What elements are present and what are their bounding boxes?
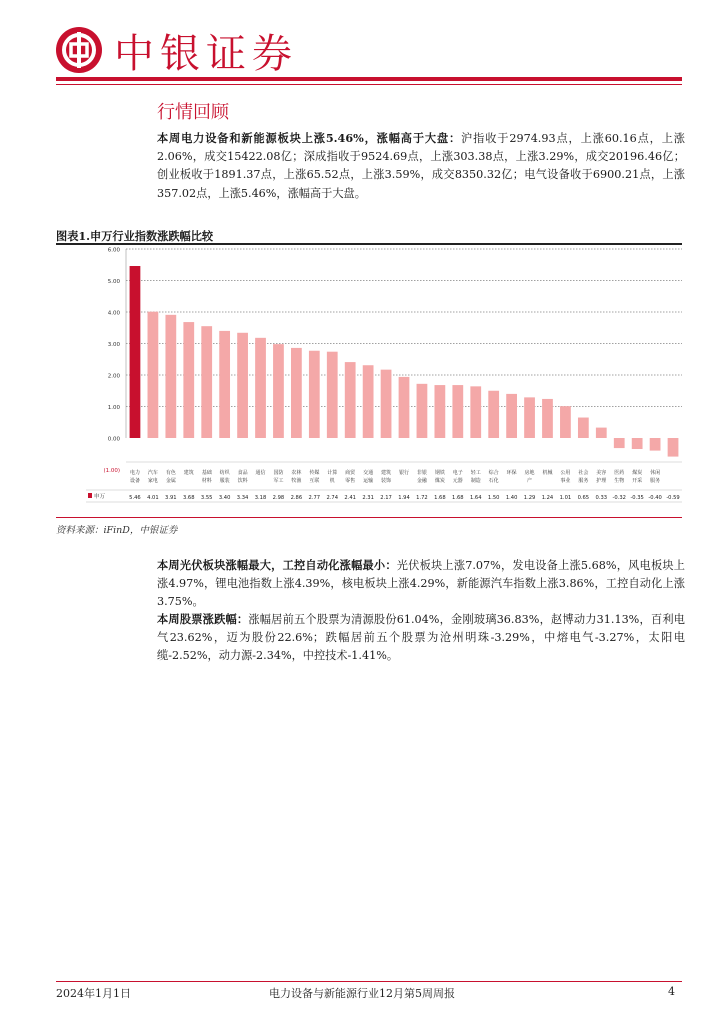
data-label: 3.34 [236,495,249,501]
data-label: 5.46 [129,495,141,501]
y-tick-label: 6.00 [107,247,120,254]
bar [596,428,607,438]
category-label: 饮料 [237,478,248,484]
bar [399,377,410,438]
data-label: 1.40 [505,495,518,501]
bar [327,352,338,438]
category-label: 纺织 [219,470,230,476]
data-label: 2.31 [362,495,374,501]
data-label: 2.98 [272,495,285,501]
bar [506,394,517,438]
legend-swatch [88,493,92,498]
bar [488,391,499,438]
bar [524,397,535,438]
category-label: 生物 [614,478,625,484]
bar [578,418,589,438]
y-tick-label: (1.00) [103,468,120,474]
bar [219,331,230,438]
section-title: 行情回顾 [157,102,229,123]
category-label: 休闲 [650,470,661,476]
paragraph-market-review [157,129,685,203]
category-label: 电子 [452,470,463,476]
data-label: 2.41 [344,495,356,501]
data-label: 1.64 [469,495,482,501]
data-label: 1.50 [487,495,500,501]
category-label: 互联 [309,478,320,484]
category-label: 钢铁 [434,470,445,476]
data-label: 1.68 [434,495,446,501]
category-label: 服务 [650,478,661,484]
bar [542,399,553,438]
bar [650,438,661,451]
category-label: 综合 [488,470,499,476]
brand-logo-icon [56,27,102,73]
category-label: 石化 [488,478,499,484]
category-label: 金属 [165,478,176,484]
bar [632,438,643,449]
paragraph-lead: 本周电力设备和新能源板块上涨5.46%，涨幅高于大盘： [157,131,462,145]
data-label: 3.18 [254,495,267,501]
bar [614,438,625,448]
category-label: 金融 [416,478,427,484]
category-label: 运输 [363,478,374,484]
footer-date: 2024年1月1日 [56,987,131,1000]
figure-source: 资料来源：iFinD，中银证券 [56,525,178,536]
paragraph-sector-performance [157,556,685,612]
category-label: 产 [527,478,533,484]
data-label: 1.01 [559,495,572,501]
bar [255,338,266,438]
category-label: 传媒 [309,470,320,476]
category-label: 基础 [201,470,212,476]
paragraph-lead: 本周光伏板块涨幅最大，工控自动化涨幅最小： [157,558,397,572]
category-label: 商贸 [345,470,356,476]
category-label: 美容 [596,470,607,476]
source-rule [56,517,682,518]
category-label: 机械 [542,470,553,476]
data-label: 2.86 [290,495,303,501]
bank-of-china-icon [56,27,102,73]
paragraph-lead: 本周股票涨跌幅： [157,612,249,626]
bar [273,344,284,438]
category-label: 非银 [416,470,427,476]
data-label: 2.77 [308,495,321,501]
category-label: 建筑 [381,470,392,476]
bar [345,362,356,438]
y-tick-label: 4.00 [107,310,120,317]
header-rule-thin [56,84,682,85]
data-label: 3.40 [218,495,231,501]
category-label: 农林 [291,470,302,476]
data-label: 3.68 [182,495,195,501]
y-tick-label: 3.00 [107,342,120,348]
footer-rule [56,981,682,982]
paragraph-body: 沪指收于2974.93点，上涨60.16点，上涨2.06%，成交15422.08亿；深成指收于9524.69点，上涨303.38点，上涨3.29%，成交20196.46亿；创业板收于1891.37点，上涨65.52点，上涨3.59%，成交8350.32亿；电气设备收于6900.21点，上涨357.02点，上涨5.46%，涨幅高于大盘。 [157,132,685,200]
category-label: 建筑 [183,470,194,476]
category-label: 元器 [452,478,463,484]
bar [434,385,445,438]
bar [363,365,374,438]
bar [668,438,679,457]
paragraph-stock-moves [157,610,685,666]
paragraph-body: 光伏板块上涨7.07%，发电设备上涨5.68%，风电板块上涨4.97%，锂电池指数上涨4.39%，核电板块上涨4.29%，新能源汽车指数上涨3.86%，工控自动化上涨3.75%。 [157,559,685,609]
category-label: 设备 [129,478,140,484]
bar [165,315,176,438]
category-label: 国防 [273,470,284,476]
footer-page-number: 4 [668,985,675,998]
category-label: 护理 [596,478,607,484]
data-label: 0.65 [577,495,590,501]
footer-report-title: 电力设备与新能源行业12月第5周周报 [269,987,455,1000]
category-label: 通信 [255,470,266,476]
data-label: 3.91 [165,495,177,501]
category-label: 房地 [524,470,535,476]
category-label: 汽车 [147,470,158,476]
bar [201,326,212,438]
bar [560,406,571,438]
bar [417,384,428,438]
category-label: 银行 [398,470,410,476]
category-label: 医药 [614,470,625,476]
data-label: 3.55 [200,495,213,501]
category-label: 交通 [363,470,374,476]
category-label: 制造 [470,478,481,484]
figure-title: 图表1.申万行业指数涨跌幅比较 [56,229,214,243]
brand-name: 中银证券 [114,31,298,77]
data-label: 1.94 [398,495,410,501]
category-label: 牧渔 [291,478,302,484]
bar [381,370,392,438]
category-label: 电力 [129,470,140,476]
category-label: 煤炭 [434,478,445,484]
category-label: 煤炭 [632,470,643,476]
paragraph-body: 涨幅居前五个股票为清源股份61.04%，金刚玻璃36.83%，赵博动力31.13%，百利电气23.62%，迈为股份22.6%；跌幅居前五个股票为沧州明珠-3.29%，中熔电气-3.27%，太阳电缆-2.52%，动力源-2.34%，中控技术-1.41%。 [157,613,685,663]
data-label: 1.24 [541,495,554,501]
category-label: 家电 [147,478,158,484]
bar [470,386,481,438]
data-label: 4.01 [147,495,159,501]
data-label: 1.72 [416,495,428,501]
category-label: 服装 [219,478,230,484]
bar [452,385,463,438]
category-label: 机 [329,478,335,484]
category-label: 社会 [578,470,589,476]
category-label: 有色 [165,470,176,476]
category-label: 开采 [632,478,643,484]
category-label: 环保 [506,470,517,476]
category-label: 服务 [578,478,589,484]
y-tick-label: 0.00 [107,436,120,443]
category-label: 食品 [237,470,248,476]
data-label: -0.32 [612,495,626,501]
data-label: -0.40 [648,495,662,501]
bar [237,333,248,438]
industry-index-bar-chart [56,244,682,516]
header-rule [56,77,682,81]
data-label: 2.17 [380,495,392,501]
category-label: 公用 [560,470,571,476]
data-label: 0.33 [595,495,608,501]
category-label: 装饰 [381,478,392,484]
bar [183,322,194,438]
category-label: 军工 [273,478,284,484]
category-label: 轻工 [470,470,481,476]
y-tick-label: 5.00 [107,279,120,285]
y-tick-label: 1.00 [107,405,120,411]
bar [148,312,159,438]
category-label: 事业 [560,478,571,484]
data-label: 2.74 [326,495,339,501]
data-label: -0.35 [630,495,644,501]
bar [291,348,302,438]
data-label: 1.29 [523,495,536,501]
data-label: 1.68 [452,495,464,501]
y-tick-label: 2.00 [107,373,120,380]
legend-label: 申万 [94,494,106,500]
category-label: 零售 [345,478,356,484]
data-label: -0.59 [666,495,680,501]
bar [309,351,320,438]
bar [130,266,141,438]
category-label: 计算 [327,470,338,476]
category-label: 材料 [201,478,212,484]
